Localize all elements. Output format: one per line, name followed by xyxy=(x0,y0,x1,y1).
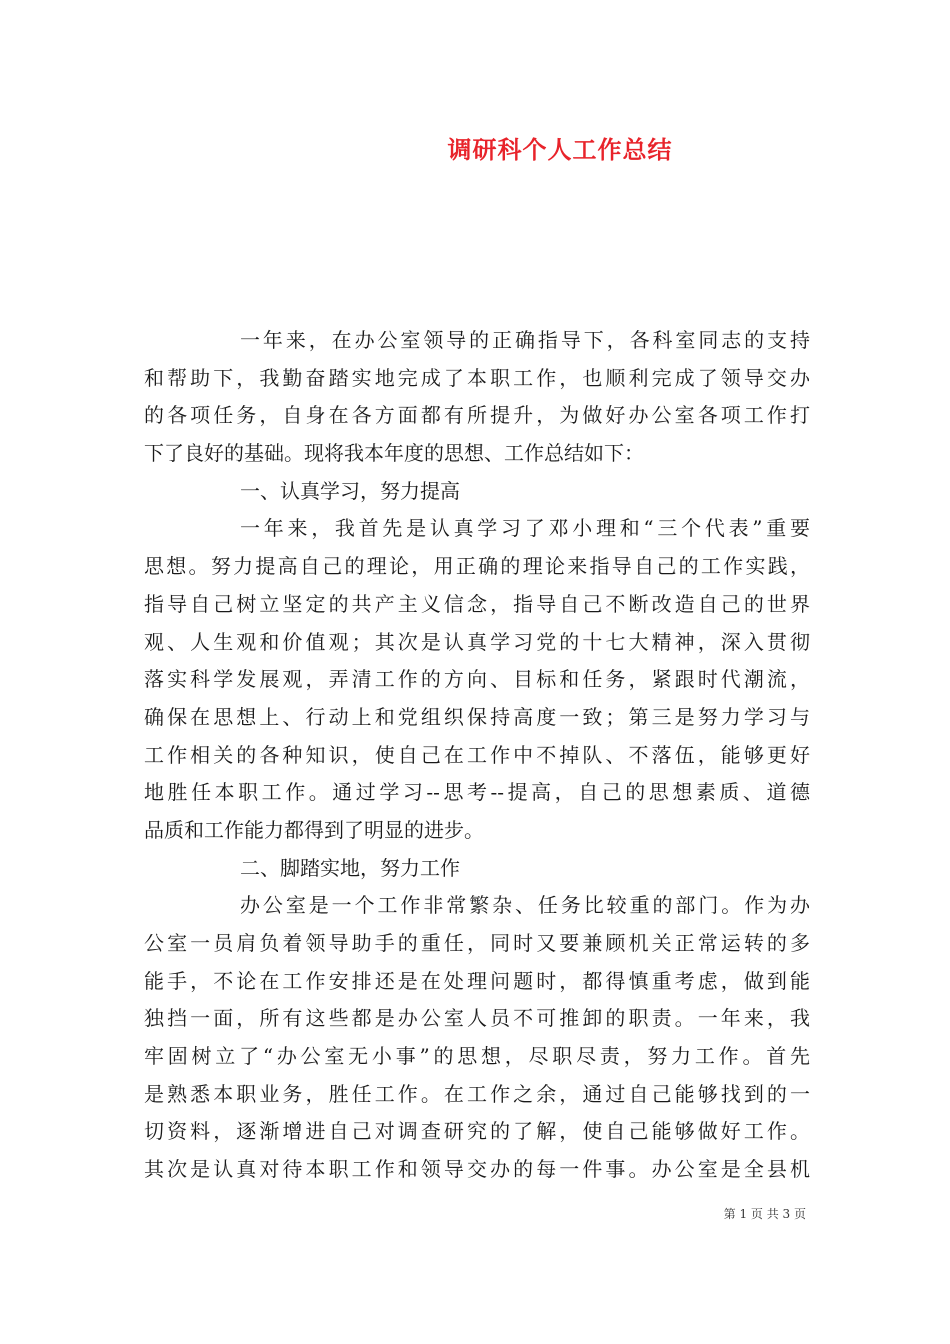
body-line: 落实科学发展观，弄清工作的方向、目标和任务，紧跟时代潮流， xyxy=(144,667,810,692)
body-line: 地胜任本职工作。通过学习--思考--提高，自己的思想素质、道德 xyxy=(144,780,810,805)
page-footer: 第 1 页 共 3 页 xyxy=(723,1207,806,1221)
body-line: 一年来，在办公室领导的正确指导下，各科室同志的支持 xyxy=(240,328,810,352)
body-line: 观、人生观和价值观；其次是认真学习党的十七大精神，深入贯彻 xyxy=(144,629,810,654)
body-line: 能手，不论在工作安排还是在处理问题时，都得慎重考虑，做到能 xyxy=(144,968,810,993)
body-line: 思想。努力提高自己的理论，用正确的理论来指导自己的工作实践， xyxy=(144,554,810,579)
body-line: 其次是认真对待本职工作和领导交办的每一件事。办公室是全县机 xyxy=(144,1157,810,1182)
body-line: 下了良好的基础。现将我本年度的思想、工作总结如下： xyxy=(144,441,644,466)
body-line: 独挡一面，所有这些都是办公室人员不可推卸的职责。一年来，我 xyxy=(144,1006,810,1031)
document-body xyxy=(144,322,810,1189)
body-line: 是熟悉本职业务，胜任工作。在工作之余，通过自己能够找到的一 xyxy=(144,1081,810,1106)
body-line: 确保在思想上、行动上和党组织保持高度一致；第三是努力学习与 xyxy=(144,704,810,729)
body-line: 办公室是一个工作非常繁杂、任务比较重的部门。作为办 xyxy=(240,893,810,918)
body-line: 切资料，逐渐增进自己对调查研究的了解，使自己能够做好工作。 xyxy=(144,1119,810,1144)
section-heading: 二、脚踏实地，努力工作 xyxy=(240,855,460,880)
body-line: 牢固树立了“办公室无小事”的思想，尽职尽责，努力工作。首先 xyxy=(144,1044,810,1069)
body-line: 一年来，我首先是认真学习了邓小理和“三个代表”重要 xyxy=(240,516,810,541)
body-line: 和帮助下，我勤奋踏实地完成了本职工作，也顺利完成了领导交办 xyxy=(144,365,810,390)
document-title: 调研科个人工作总结 xyxy=(447,135,673,164)
body-line: 工作相关的各种知识，使自己在工作中不掉队、不落伍，能够更好 xyxy=(144,742,810,767)
section-heading: 一、认真学习，努力提高 xyxy=(240,478,460,503)
body-line: 公室一员肩负着领导助手的重任，同时又要兼顾机关正常运转的多 xyxy=(144,931,810,955)
body-line: 的各项任务，自身在各方面都有所提升，为做好办公室各项工作打 xyxy=(144,403,810,428)
body-line: 指导自己树立坚定的共产主义信念，指导自己不断改造自己的世界 xyxy=(144,591,810,616)
body-line: 品质和工作能力都得到了明显的进步。 xyxy=(144,817,484,842)
